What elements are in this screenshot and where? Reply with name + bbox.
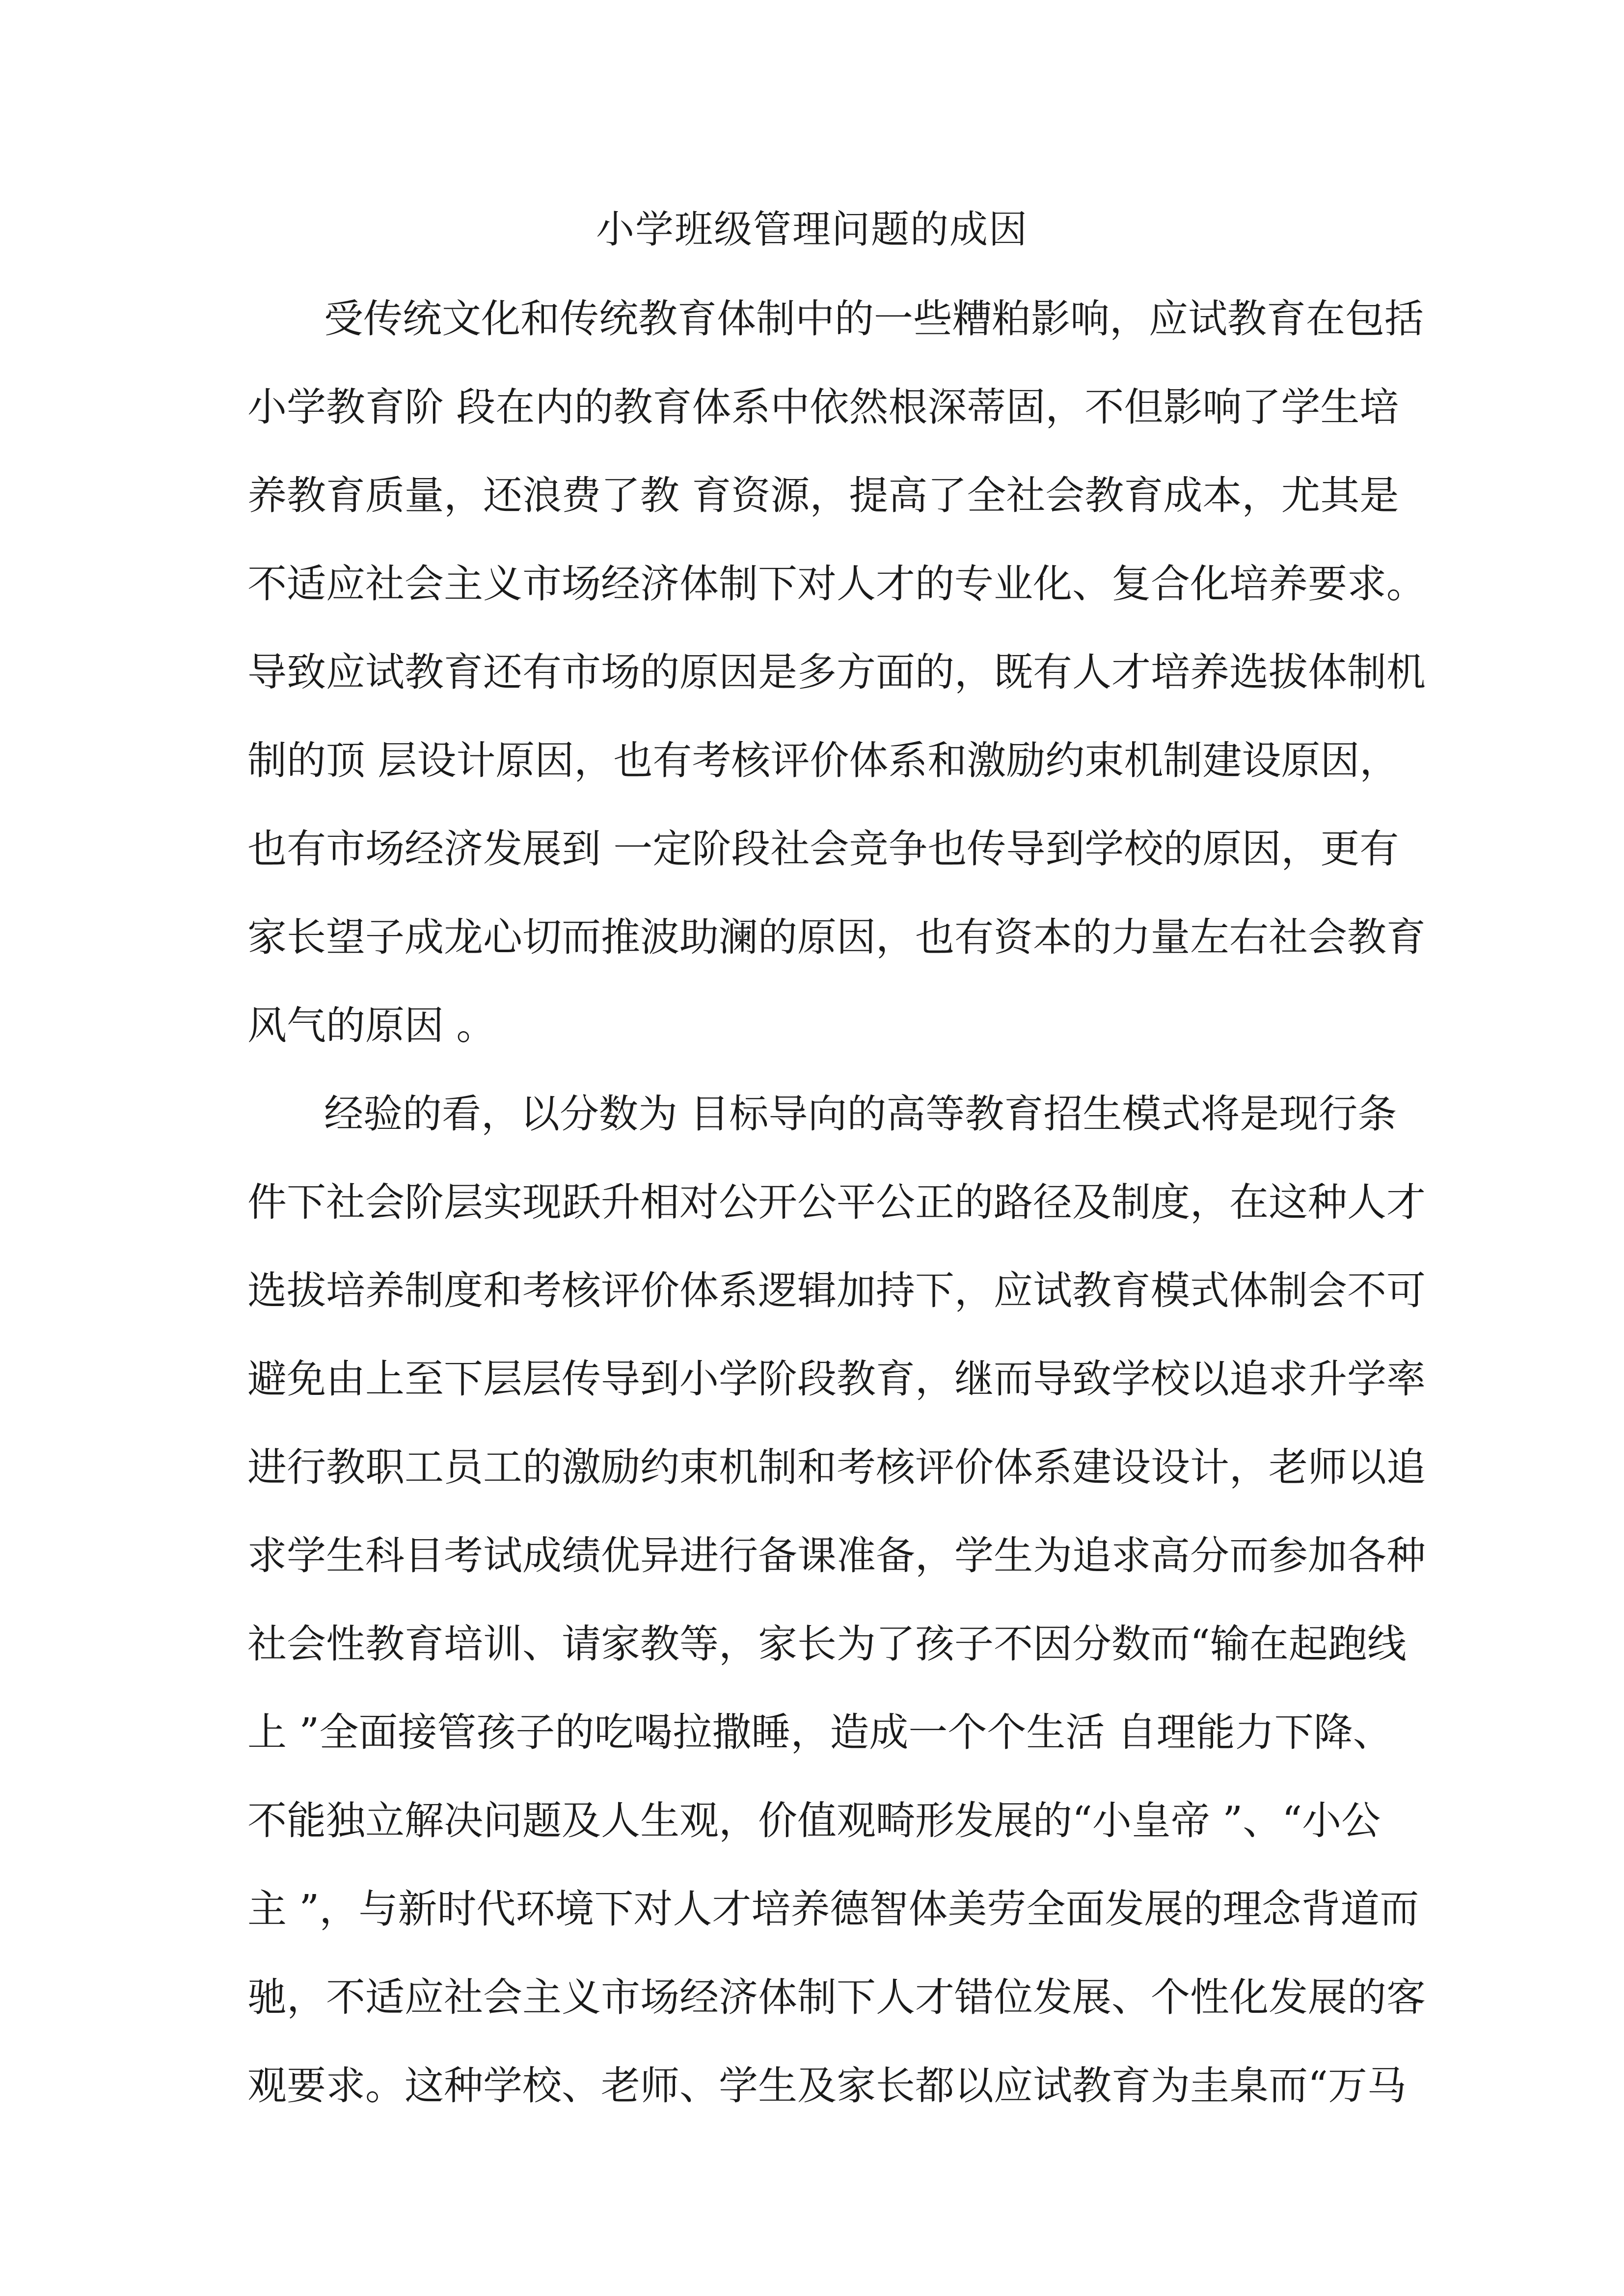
paragraph-1-line-4: 不适应社会主义市场经济体制下对人才的专业化、复合化培养要求。 — [247, 561, 1426, 607]
paragraph-2-line-3: 选拔培养制度和考核评价体系逻辑加持下，应试教育模式体制会不可 — [247, 1268, 1426, 1313]
paragraph-1-line-8: 家长望子成龙心切而推波助澜的原因，也有资本的力量左右社会教育 — [247, 914, 1426, 960]
paragraph-1-line-9: 风气的原因 。 — [247, 1003, 496, 1048]
paragraph-2-line-5: 进行教职工员工的激励约束机制和考核评价体系建设设计，老师以追 — [247, 1444, 1426, 1490]
paragraph-2-line-8: 上 ”全面接管孩子的吃喝拉撒睡，造成一个个生活 自理能力下降、 — [247, 1709, 1392, 1755]
document-title: 小学班级管理问题的成因 — [595, 208, 1028, 252]
paragraph-2-line-9: 不能独立解决问题及人生观，价值观畸形发展的“小皇帝 ”、“小公 — [247, 1798, 1381, 1843]
paragraph-1-line-2: 小学教育阶 段在内的教育体系中依然根深蒂固，不但影响了学生培 — [247, 384, 1399, 430]
paragraph-1-line-7: 也有市场经济发展到 一定阶段社会竞争也传导到学校的原因，更有 — [247, 826, 1399, 872]
paragraph-2-line-1: 经验的看，以分数为 目标导向的高等教育招生模式将是现行条 — [324, 1091, 1397, 1137]
paragraph-1-line-5: 导致应试教育还有市场的原因是多方面的，既有人才培养选拔体制机 — [247, 649, 1426, 695]
paragraph-2-line-11: 驰，不适应社会主义市场经济体制下人才错位发展、个性化发展的客 — [247, 1975, 1426, 2020]
paragraph-2-line-7: 社会性教育培训、请家教等，家长为了孩子不因分数而“输在起跑线 — [247, 1621, 1407, 1667]
paragraph-1-line-1: 受传统文化和传统教育体制中的一些糟粕影响，应试教育在包括 — [324, 296, 1424, 342]
paragraph-2-line-6: 求学生科目考试成绩优异进行备课准备，学生为追求高分而参加各种 — [247, 1533, 1426, 1578]
paragraph-1-line-6: 制的顶 层设计原因，也有考核评价体系和激励约束机制建设原因， — [247, 738, 1399, 783]
paragraph-1-line-3: 养教育质量，还浪费了教 育资源，提高了全社会教育成本，尤其是 — [247, 473, 1399, 518]
paragraph-2-line-10: 主 ”，与新时代环境下对人才培养德智体美劳全面发展的理念背道而 — [247, 1886, 1419, 1932]
paragraph-2-line-12: 观要求。这种学校、老师、学生及家长都以应试教育为圭臬而“万马 — [247, 2063, 1407, 2109]
paragraph-2-line-4: 避免由上至下层层传导到小学阶段教育，继而导致学校以追求升学率 — [247, 1356, 1426, 1402]
paragraph-2-line-2: 件下社会阶层实现跃升相对公开公平公正的路径及制度，在这种人才 — [247, 1179, 1426, 1225]
